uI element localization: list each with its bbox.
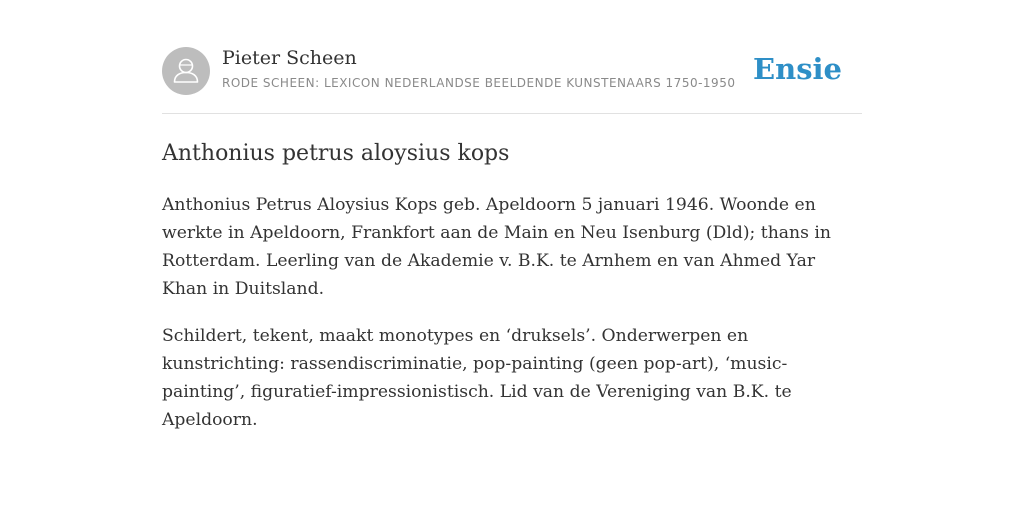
article-header: [162, 44, 862, 114]
article-title: Anthonius petrus aloysius kops: [162, 141, 510, 166]
article-paragraph-2: Schildert, tekent, maakt monotypes en ‘druksels’. Onderwerpen en kunstrichting: rassendiscriminatie, pop-painting (geen pop-art), ‘music-painting’, figuratief-impressionistisch. Lid van de Vereniging van B.K. te Apeldoorn.: [162, 326, 792, 430]
ensie-logo[interactable]: Ensie: [753, 52, 842, 86]
article-card: [162, 44, 862, 434]
avatar[interactable]: [162, 47, 210, 95]
source-label[interactable]: RODE SCHEEN: LEXICON NEDERLANDSE BEELDENDE KUNSTENAARS 1750-1950: [222, 76, 736, 90]
user-silhouette-icon: [162, 47, 210, 95]
author-name[interactable]: Pieter Scheen: [222, 47, 357, 69]
article-paragraph-1: Anthonius Petrus Aloysius Kops geb. Apeldoorn 5 januari 1946. Woonde en werkte in Apeldoorn, Frankfort aan de Main en Neu Isenburg (Dld); thans in Rotterdam. Leerling van de Akademie v. B.K. te Arnhem en van Ahmed Yar Khan in Duitsland.: [162, 195, 831, 299]
